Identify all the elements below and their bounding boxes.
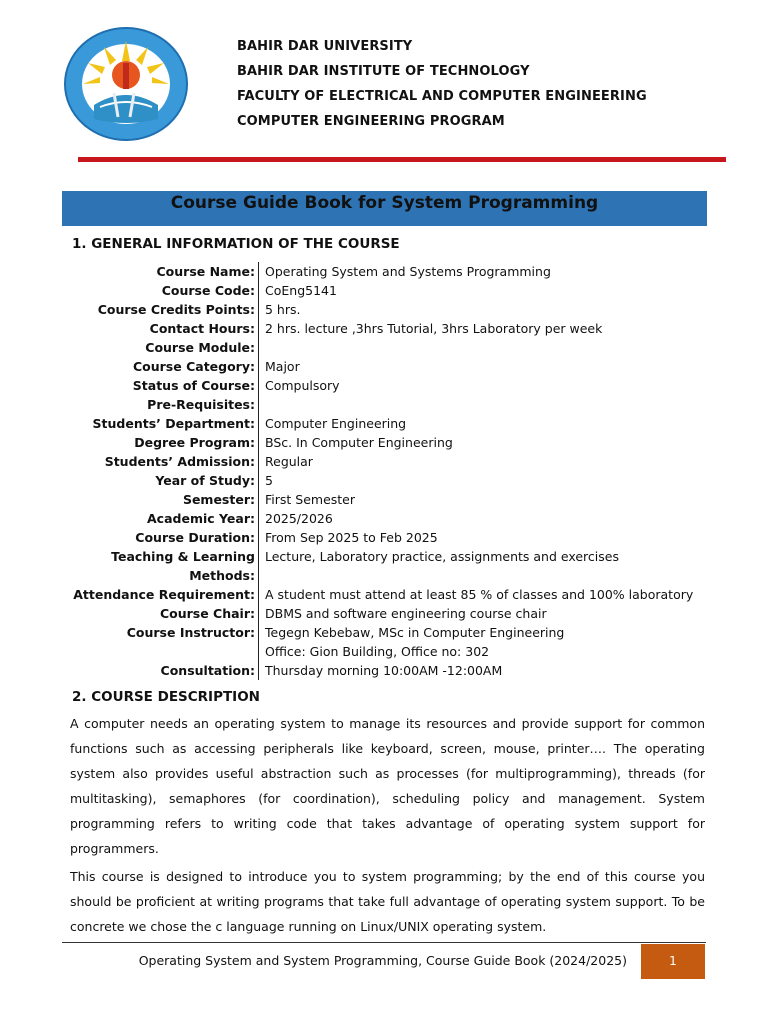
info-row <box>62 623 702 642</box>
info-value: Compulsory <box>258 376 702 395</box>
info-value: Operating System and Systems Programming <box>258 262 702 281</box>
info-row <box>62 661 702 680</box>
info-label: Students’ Department: <box>92 416 255 431</box>
info-row <box>62 395 702 414</box>
header-university: BAHIR DAR UNIVERSITY <box>237 39 413 54</box>
info-row <box>62 547 702 585</box>
info-label: Consultation: <box>160 663 255 678</box>
footer-text: Operating System and System Programming, Course Guide Book (2024/2025) <box>138 953 627 968</box>
info-value: CoEng5141 <box>258 281 702 300</box>
info-label: Course Name: <box>156 264 255 279</box>
info-value <box>258 338 702 357</box>
info-row <box>62 300 702 319</box>
info-row <box>62 528 702 547</box>
header-institute: BAHIR DAR INSTITUTE OF TECHNOLOGY <box>237 64 530 79</box>
institution-header <box>237 38 647 138</box>
info-value: Lecture, Laboratory practice, assignments and exercises <box>258 547 702 585</box>
info-row <box>62 433 702 452</box>
info-value: BSc. In Computer Engineering <box>258 433 702 452</box>
info-value: From Sep 2025 to Feb 2025 <box>258 528 702 547</box>
info-row <box>62 471 702 490</box>
info-value: 2 hrs. lecture ,3hrs Tutorial, 3hrs Laboratory per week <box>258 319 702 338</box>
info-row <box>62 414 702 433</box>
info-value <box>258 395 702 414</box>
description-paragraph: This course is designed to introduce you to system programming; by the end of this course you should be proficient at writing programs that take full advantage of operating system support. To be concrete we chose the c language running on Linux/UNIX operating system. <box>70 869 705 934</box>
section-1-heading: 1. GENERAL INFORMATION OF THE COURSE <box>72 236 400 252</box>
header-program: COMPUTER ENGINEERING PROGRAM <box>237 114 505 129</box>
info-value: A student must attend at least 85 % of classes and 100% laboratory <box>258 585 702 604</box>
document-title: Course Guide Book for System Programming <box>62 191 707 226</box>
info-value: DBMS and software engineering course chair <box>258 604 702 623</box>
info-label: Year of Study: <box>155 473 255 488</box>
info-row <box>62 585 702 604</box>
course-description <box>70 711 705 939</box>
info-label: Course Module: <box>145 340 255 355</box>
info-row <box>62 376 702 395</box>
info-label: Pre-Requisites: <box>147 397 255 412</box>
info-label: Teaching & Learning Methods: <box>111 549 255 583</box>
description-paragraph: A computer needs an operating system to manage its resources and provide support for common functions such as accessing peripherals like keyboard, screen, mouse, printer…. The operating system also provides useful abstraction such as processes (for multiprogramming), threads (for multitasking), semaphores (for coordination), scheduling policy and management. System programming refers to writing code that takes advantage of operating system support for programmers. <box>70 716 705 856</box>
info-row <box>62 281 702 300</box>
info-row <box>62 490 702 509</box>
info-row <box>62 642 702 661</box>
info-label: Course Credits Points: <box>97 302 255 317</box>
info-label: Degree Program: <box>134 435 255 450</box>
footer-divider <box>62 942 706 943</box>
info-value: Major <box>258 357 702 376</box>
info-value: 5 <box>258 471 702 490</box>
info-row <box>62 509 702 528</box>
info-label: Attendance Requirement: <box>73 587 255 602</box>
info-label: Academic Year: <box>147 511 255 526</box>
info-value: 2025/2026 <box>258 509 702 528</box>
info-label: Course Duration: <box>135 530 255 545</box>
info-label <box>62 642 258 661</box>
header-faculty: FACULTY OF ELECTRICAL AND COMPUTER ENGINEERING <box>237 89 647 104</box>
page-number: 1 <box>641 944 705 979</box>
info-value: Tegegn Kebebaw, MSc in Computer Engineering <box>258 623 702 642</box>
info-row <box>62 357 702 376</box>
info-label: Semester: <box>182 492 255 507</box>
info-value: Office: Gion Building, Office no: 302 <box>258 642 702 661</box>
course-info-table <box>62 262 702 680</box>
header-divider <box>78 157 726 162</box>
info-label: Course Category: <box>132 359 255 374</box>
info-value: First Semester <box>258 490 702 509</box>
info-value: Computer Engineering <box>258 414 702 433</box>
info-row <box>62 452 702 471</box>
info-label: Contact Hours: <box>149 321 255 336</box>
info-value: Regular <box>258 452 702 471</box>
university-seal-logo <box>64 27 188 141</box>
info-label: Course Code: <box>161 283 255 298</box>
info-label: Status of Course: <box>132 378 255 393</box>
info-label: Course Instructor: <box>126 625 255 640</box>
info-row <box>62 319 702 338</box>
section-2-heading: 2. COURSE DESCRIPTION <box>72 689 260 705</box>
info-value: Thursday morning 10:00AM -12:00AM <box>258 661 702 680</box>
info-value: 5 hrs. <box>258 300 702 319</box>
info-row <box>62 604 702 623</box>
info-label: Course Chair: <box>159 606 255 621</box>
info-label: Students’ Admission: <box>104 454 255 469</box>
info-row <box>62 262 702 281</box>
info-row <box>62 338 702 357</box>
